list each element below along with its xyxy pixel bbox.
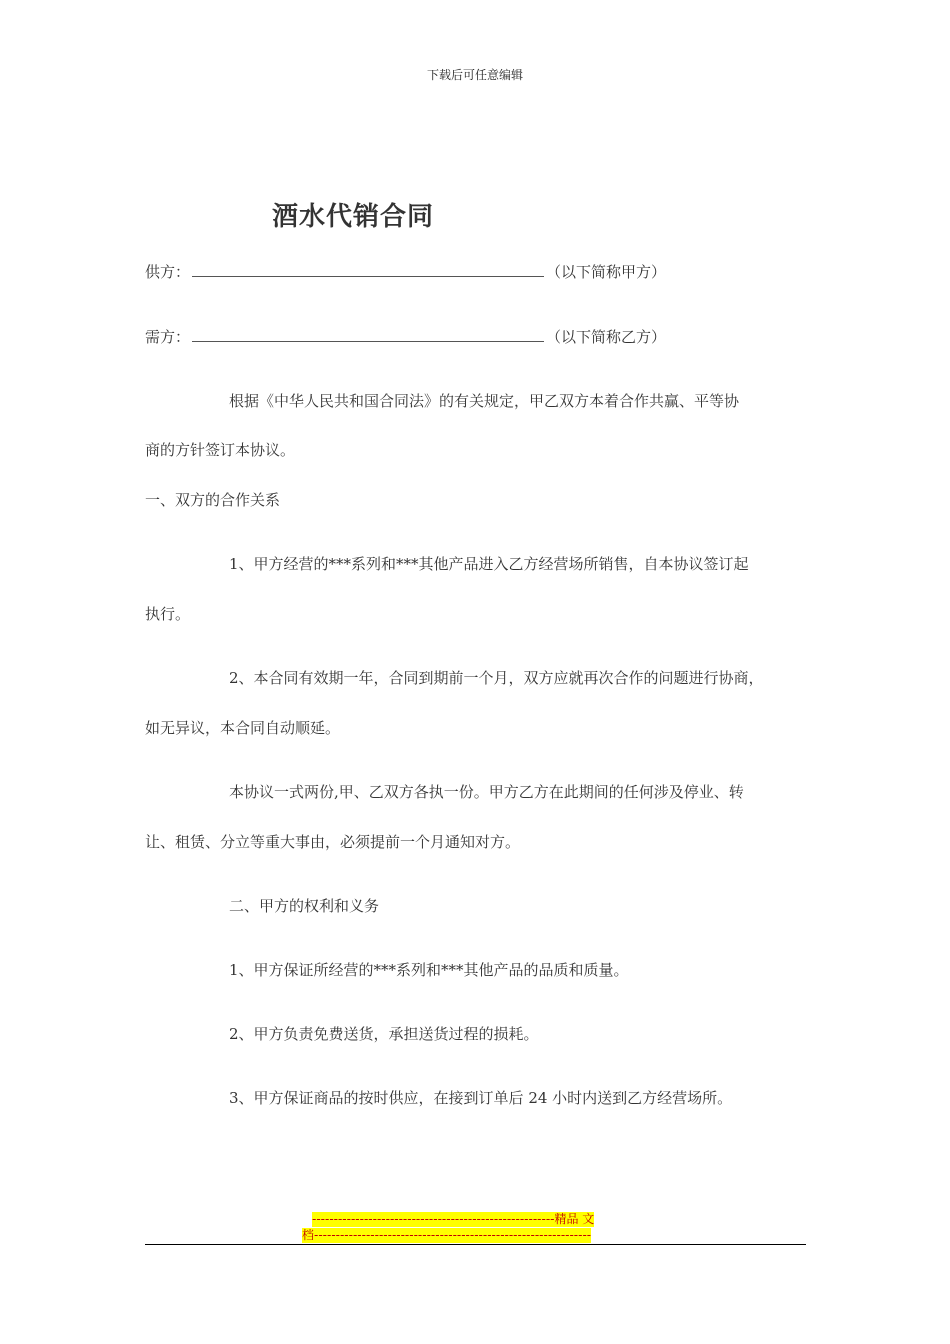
- document-title: 酒水代销合同: [272, 202, 435, 232]
- intro-line-1: 根据《中华人民共和国合同法》的有关规定，甲乙双方本着合作共赢、平等协: [229, 392, 740, 410]
- section-1-heading: 一、双方的合作关系: [145, 491, 281, 509]
- footer-rule: [145, 1244, 806, 1245]
- header-note: 下载后可任意编辑: [426, 68, 523, 82]
- section-1-item-2-line-2: 如无异议，本合同自动顺延。: [145, 719, 341, 737]
- buyer-suffix: （以下简称乙方）: [546, 328, 667, 346]
- footer-mark-line-1: --------------------------------------------------------精品 文: [312, 1212, 595, 1226]
- buyer-line: [145, 327, 666, 347]
- section-1-para-line-1: 本协议一式两份,甲、乙双方各执一份。甲方乙方在此期间的任何涉及停业、转: [229, 783, 744, 801]
- supplier-label: 供方：: [145, 263, 191, 281]
- section-2-item-2: 2、甲方负责免费送货，承担送货过程的损耗。: [229, 1025, 539, 1043]
- section-1-item-1-line-2: 执行。: [145, 605, 191, 623]
- supplier-blank: [192, 262, 544, 277]
- intro-line-2: 商的方针签订本协议。: [145, 441, 296, 459]
- section-1-item-2-line-1: 2、本合同有效期一年，合同到期前一个月，双方应就再次合作的问题进行协商，: [229, 669, 764, 687]
- section-2-item-3: 3、甲方保证商品的按时供应，在接到订单后 24 小时内送到乙方经营场所。: [229, 1089, 733, 1107]
- section-2-item-1: 1、甲方保证所经营的***系列和***其他产品的品质和质量。: [229, 961, 629, 979]
- buyer-label: 需方：: [145, 328, 191, 346]
- footer-mark-line-2: 档----------------------------------------------------------------: [302, 1228, 592, 1242]
- supplier-suffix: （以下简称甲方）: [546, 263, 667, 281]
- section-1-para-line-2: 让、租赁、分立等重大事由，必须提前一个月通知对方。: [145, 833, 521, 851]
- supplier-line: [145, 262, 666, 282]
- section-2-heading: 二、甲方的权利和义务: [229, 897, 380, 915]
- section-1-item-1-line-1: 1、甲方经营的***系列和***其他产品进入乙方经营场所销售，自本协议签订起: [229, 555, 749, 573]
- buyer-blank: [192, 327, 544, 342]
